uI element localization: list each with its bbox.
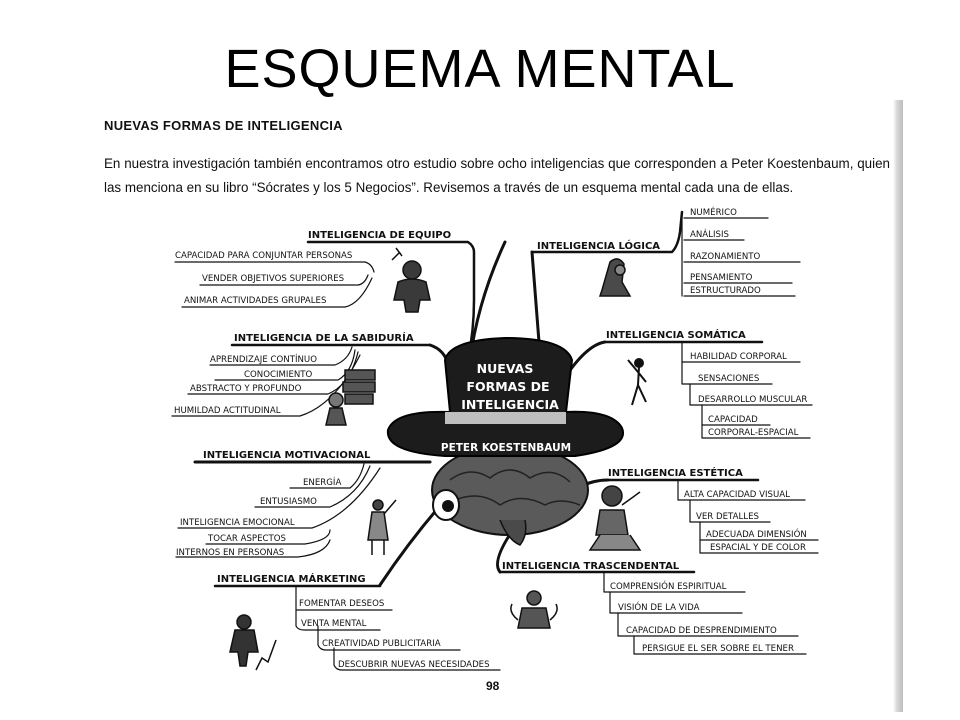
leaf-equipo-2: VENDER OBJETIVOS SUPERIORES — [202, 274, 345, 284]
leaf-somatica-4: CAPACIDAD — [708, 415, 758, 425]
leaf-motivacional-4: TOCAR ASPECTOS — [208, 534, 287, 544]
leaf-marketing-3: CREATIVIDAD PUBLICITARIA — [322, 639, 441, 649]
center-line-1: NUEVAS — [476, 361, 534, 376]
leaf-motivacional-3: INTELIGENCIA EMOCIONAL — [180, 518, 295, 528]
branch-equipo: INTELIGENCIA DE EQUIPO — [308, 230, 452, 241]
center-line-3: INTELIGENCIA — [461, 397, 559, 412]
branch-marketing: INTELIGENCIA MÁRKETING — [217, 574, 366, 585]
branch-sabiduria: INTELIGENCIA DE LA SABIDURÍA — [234, 333, 414, 344]
leaf-logica-4: PENSAMIENTO — [690, 273, 753, 283]
leaf-motivacional-1: ENERGÍA — [303, 478, 342, 488]
leaf-somatica-2: SENSACIONES — [698, 374, 760, 384]
leaf-somatica-1: HABILIDAD CORPORAL — [690, 352, 787, 362]
leaf-trascendental-4: PERSIGUE EL SER SOBRE EL TENER — [642, 644, 794, 654]
leaf-estetica-3: ADECUADA DIMENSIÓN — [706, 530, 807, 540]
leaf-sabiduria-1: APRENDIZAJE CONTÍNUO — [210, 355, 317, 365]
leaf-somatica-5: CORPORAL-ESPACIAL — [708, 428, 799, 438]
leaf-sabiduria-2: CONOCIMIENTO — [244, 370, 313, 380]
leaf-trascendental-2: VISIÓN DE LA VIDA — [618, 603, 700, 613]
team-leader-icon — [392, 248, 430, 312]
leaf-logica-1: NUMÉRICO — [690, 208, 737, 218]
leaf-somatica-3: DESARROLLO MUSCULAR — [698, 395, 808, 405]
branch-logica: INTELIGENCIA LÓGICA — [537, 241, 661, 252]
leaf-equipo-1: CAPACIDAD PARA CONJUNTAR PERSONAS — [175, 251, 353, 261]
athlete-icon — [628, 359, 646, 405]
leaf-equipo-3: ANIMAR ACTIVIDADES GRUPALES — [184, 296, 327, 306]
leaf-trascendental-1: COMPRENSIÓN ESPIRITUAL — [610, 582, 727, 592]
leaf-logica-2: ANÁLISIS — [690, 230, 729, 240]
leaf-logica-5: ESTRUCTURADO — [690, 286, 761, 296]
section-heading: NUEVAS FORMAS DE INTELIGENCIA — [104, 118, 343, 133]
branch-motivacional: INTELIGENCIA MOTIVACIONAL — [203, 450, 371, 461]
cheerleader-icon — [368, 500, 396, 555]
eye-icon — [433, 490, 459, 520]
books-icon — [326, 370, 375, 425]
intro-paragraph: En nuestra investigación también encontramos otro estudio sobre ocho inteligencias que corresponden a Peter Koestenbaum, quien las menciona en su libro “Sócrates y los 5 Negocios”. Revisemos a través de un esquema mental cada una de ellas. — [104, 156, 890, 195]
graph-icon — [600, 259, 630, 296]
leaf-motivacional-2: ENTUSIASMO — [260, 497, 317, 507]
leaf-motivacional-5: INTERNOS EN PERSONAS — [176, 548, 285, 558]
leaf-estetica-4: ESPACIAL Y DE COLOR — [710, 543, 806, 553]
branch-somatica: INTELIGENCIA SOMÁTICA — [606, 330, 746, 341]
center-line-2: FORMAS DE — [466, 379, 550, 394]
salesman-icon — [230, 615, 276, 670]
page-number: 98 — [486, 679, 500, 693]
leaf-estetica-2: VER DETALLES — [696, 512, 759, 522]
leaf-logica-3: RAZONAMIENTO — [690, 252, 761, 262]
center-author: PETER KOESTENBAUM — [440, 442, 572, 454]
leaf-marketing-1: FOMENTAR DESEOS — [299, 599, 385, 609]
leaf-sabiduria-4: HUMILDAD ACTITUDINAL — [174, 406, 281, 416]
leaf-estetica-1: ALTA CAPACIDAD VISUAL — [684, 490, 790, 500]
branch-estetica: INTELIGENCIA ESTÉTICA — [608, 468, 743, 479]
leaf-marketing-2: VENTA MENTAL — [301, 619, 367, 629]
leaf-marketing-4: DESCUBRIR NUEVAS NECESIDADES — [338, 660, 490, 670]
painter-icon — [590, 486, 640, 550]
branch-trascendental: INTELIGENCIA TRASCENDENTAL — [502, 561, 680, 572]
meditating-figure-icon — [511, 591, 557, 628]
leaf-trascendental-3: CAPACIDAD DE DESPRENDIMIENTO — [626, 626, 777, 636]
slide-title: ESQUEMA MENTAL — [224, 39, 736, 99]
leaf-sabiduria-3: ABSTRACTO Y PROFUNDO — [190, 384, 302, 394]
